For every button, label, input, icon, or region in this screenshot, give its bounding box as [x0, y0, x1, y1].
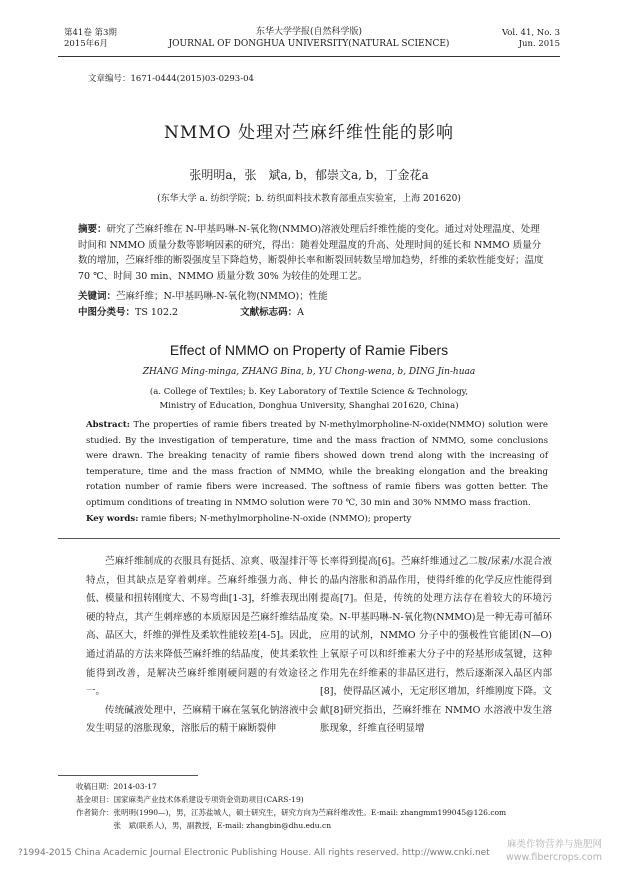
- journal-name-cn: 东华大学学报(自然科学版): [255, 27, 363, 37]
- abstract-en-label: Abstract:: [86, 420, 130, 430]
- title-en: Effect of NMMO on Property of Ramie Fibers: [169, 342, 449, 358]
- section-rule: [58, 538, 560, 539]
- keywords-en-text: ramie fibers; N-methylmorpholine-N-oxide (NMMO); property: [141, 514, 412, 524]
- affiliation-cn: (东华大学 a. 纺织学院；b. 纺织面料技术教育部重点实验室，上海 201620): [157, 194, 461, 204]
- funding: 基金项目：国家麻类产业技术体系建设专项资金资助项目(CARS-19): [76, 795, 304, 804]
- issue-date: 2015年6月: [64, 39, 109, 49]
- abstract-cn-text: 研究了苎麻纤维在 N-甲基吗啉-N-氧化物(NMMO)溶液处理后纤维性能的变化。通过对处理温度、处理时间和 NMMO 质量分数等影响因素的研究，得出：随着处理温度的升高、处理时间的延长和 NMMO 质量分数的增加，苎麻纤维的断裂强度呈下降趋势，断裂伸长率和断裂回转数呈增加趋势，纤维的柔软性能变好；温度 70 ℃、时间 30 min、NMMO 质量分数 30% 为较佳的处理工艺。: [78, 224, 544, 282]
- keywords-cn-label: 关键词：: [78, 291, 117, 302]
- article-number: 文章编号：1671-0444(2015)03-0293-04: [88, 74, 254, 84]
- clc-label: 中图分类号：: [78, 307, 136, 318]
- issue-info-en: [502, 28, 560, 50]
- footnote-rule: [58, 775, 198, 776]
- volume-issue: 第41卷 第3期: [64, 28, 117, 38]
- affiliation-en-line: Ministry of Education, Donghua University, Shanghai 201620, China): [159, 401, 459, 411]
- copyright-line: ?1994-2015 China Academic Journal Electronic Publishing House. All rights reserved. http://www.cnki.net: [18, 848, 490, 858]
- keywords-cn-text: 苎麻纤维；N-甲基吗啉-N-氧化物(NMMO)；性能: [116, 291, 328, 302]
- keywords-cn: [78, 289, 548, 305]
- authors-cn: 张明明a，张 斌a, b，郁崇文a, b，丁金花a: [189, 168, 429, 182]
- watermark-url: www.fibercrops.com: [505, 852, 602, 863]
- keywords-en-label: Key words:: [86, 514, 139, 524]
- affiliation-en-line: (a. College of Textiles; b. Key Laboratory of Textile Science & Technology,: [149, 387, 469, 397]
- journal-name-en: JOURNAL OF DONGHUA UNIVERSITY(NATURAL SCIENCE): [168, 39, 450, 49]
- clc-value: TS 102.2: [135, 307, 179, 318]
- received-date: 收稿日期：2014-03-17: [76, 782, 157, 791]
- contact-author: 张 斌(联系人)，男，副教授，E-mail: zhangbin@dhu.edu.cn: [76, 821, 332, 830]
- body-paragraph: 苎麻纤维制成的衣服具有挺括、凉爽、吸湿排汗等特点，但其缺点是穿着刺痒。苎麻纤维强力高、伸长低、模量和扭转刚度大、不易弯曲[1-3]，纤维表现出刚硬的特点，其产生刺痒感的本质原因是苎麻纤维结晶度高、晶区大，纤维的弹性及柔软性能较差[4-5]。因此，通过消晶的方法来降低苎麻纤维的结晶度，使其柔软性能得到改善，是解决苎麻纤维刚硬问题的有效途径之一。: [86, 556, 318, 698]
- abstract-en: [86, 418, 548, 512]
- footnotes: [76, 780, 546, 832]
- watermark-cn: 麻类作物营养与施肥网: [506, 839, 602, 850]
- issue-date-en: Jun. 2015: [518, 39, 560, 49]
- authors-en: ZHANG Ming-minga, ZHANG Bina, b, YU Chong-wena, b, DING Jin-huaa: [142, 367, 476, 377]
- body-paragraph: 传统碱液处理中，苎麻精干麻在氢氧化钠溶液中会发生明显的溶胀现象，溶胀后的精干麻断裂伸: [86, 704, 318, 735]
- title-cn: NMMO 处理对苎麻纤维性能的影响: [163, 123, 455, 143]
- classification-line: [78, 305, 304, 321]
- abstract-cn: [78, 222, 548, 284]
- abstract-en-text: The properties of ramie fibers treated by N-methylmorpholine-N-oxide(NMMO) solution were studied. By the investigation of temperature, time and the mass fraction of NMMO, some conclusions were drawn. The breaking tenacity of ramie fibers showed down trend along with the increasing of temperature, time and the mass fraction of NMMO, while the breaking elongation and the breaking rotation number of ramie fibers were increased. The softness of ramie fibers was gotten better. The optimum conditions of treating in NMMO solution were 70 ℃, 30 min and 30% NMMO mass fraction.: [86, 420, 548, 508]
- keywords-en: [86, 512, 548, 528]
- body-column-left: [86, 553, 318, 739]
- affiliation-en: [0, 385, 618, 413]
- body-column-right: [320, 553, 552, 739]
- body-paragraph: 长率得到提高[6]。苎麻纤维通过乙二胺/尿素/水混合液的晶内溶胀和消晶作用，使得纤维的化学反应性能得到提高[7]。但是，传统的处理方法存在着较大的环境污染。N-甲基吗啉-N-氧化物(NMMO)是一种无毒可循环应用的试剂，NMMO 分子中的强极性官能团(N—O)上氧原子可以和纤维素大分子中的羟基形成氢键，这种作用先在纤维素的非晶区进行，然后逐渐深入晶区内部[8]，使得晶区减小，无定形区增加，纤维刚度下降。文献[8]研究指出，苎麻纤维在 NMMO 水溶液中发生溶胀现象，纤维直径明显增: [320, 556, 552, 735]
- doc-code-value: A: [297, 307, 305, 318]
- site-watermark: [506, 838, 602, 864]
- header-rule: [58, 56, 560, 57]
- abstract-cn-label: 摘要：: [78, 224, 107, 235]
- doc-code-label: 文献标志码：: [240, 307, 298, 318]
- volume-issue-en: Vol. 41, No. 3: [501, 28, 560, 38]
- author-bio: 作者简介：张明明(1990—)，男，江苏盐城人，硕士研究生，研究方向为苎麻纤维改性。E-mail: zhangmm199045@126.com: [76, 808, 507, 817]
